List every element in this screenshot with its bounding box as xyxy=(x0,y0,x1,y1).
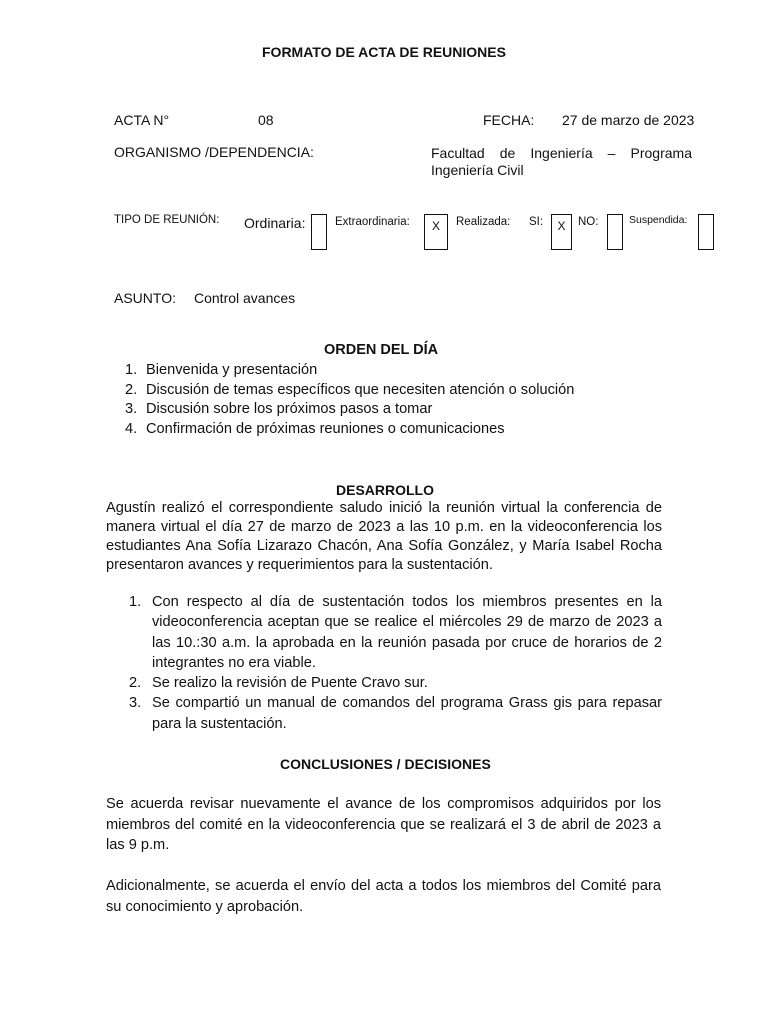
orden-del-dia-heading: ORDEN DEL DÍA xyxy=(324,342,439,358)
realizada-label: Realizada: xyxy=(456,216,511,228)
list-item-line: videoconferencia aceptan que se realice el miércoles 29 de marzo de 2023 a xyxy=(152,614,662,631)
list-item xyxy=(107,673,662,693)
list-item-text: Discusión sobre los próximos pasos a tomar xyxy=(146,401,433,417)
paragraph-line: estudiantes Ana Sofía Lizarazo Chacón, Ana Sofía González, y María Isabel Rocha xyxy=(106,538,662,554)
list-item xyxy=(113,400,574,420)
acta-number: 08 xyxy=(258,112,274,128)
extraordinaria-label: Extraordinaria: xyxy=(335,216,410,228)
asunto-value: Control avances xyxy=(194,290,296,306)
si-mark: X xyxy=(557,219,566,233)
asunto-label: ASUNTO: xyxy=(114,290,176,306)
document-title: FORMATO DE ACTA DE REUNIONES xyxy=(262,44,506,60)
ordinaria-label: Ordinaria: xyxy=(244,215,306,231)
list-item xyxy=(107,693,662,734)
no-label: NO: xyxy=(578,216,599,228)
list-item-number: 3. xyxy=(125,401,138,417)
acta-label: ACTA N° xyxy=(114,112,170,128)
conclusiones-paragraph-2 xyxy=(106,876,661,917)
si-label: SI: xyxy=(529,216,544,228)
list-item-line: integrantes no era viable. xyxy=(152,654,316,671)
paragraph-line: Adicionalmente, se acuerda el envío del acta a todos los miembros del Comité para xyxy=(106,878,661,894)
si-checkbox xyxy=(551,214,572,250)
desarrollo-list xyxy=(107,592,662,734)
list-item-number: 1. xyxy=(129,594,142,610)
suspendida-label: Suspendida: xyxy=(629,214,688,226)
paragraph-line: manera virtual el día 27 de marzo de 2023 a las 10 p.m. en la videoconferencia los xyxy=(106,519,662,535)
fecha-value: 27 de marzo de 2023 xyxy=(562,112,695,128)
conclusiones-heading: CONCLUSIONES / DECISIONES xyxy=(280,756,491,772)
paragraph-line: Agustín realizó el correspondiente saludo inició la reunión virtual la conferencia de xyxy=(106,500,662,516)
list-item-number: 2. xyxy=(129,675,142,692)
list-item xyxy=(113,381,574,401)
list-item-line: Se compartió un manual de comandos del programa Grass gis para repasar xyxy=(152,695,662,712)
no-checkbox xyxy=(607,214,623,250)
extraordinaria-mark: X xyxy=(431,219,440,233)
conclusiones-paragraph-1 xyxy=(106,794,661,856)
desarrollo-heading: DESARROLLO xyxy=(336,482,434,498)
organismo-value-line1: Facultad de Ingeniería – Programa xyxy=(431,145,692,161)
list-item-text: Discusión de temas específicos que necesiten atención o solución xyxy=(146,381,575,398)
desarrollo-intro xyxy=(106,499,662,575)
extraordinaria-checkbox xyxy=(424,214,448,250)
list-item-line: las 10.:30 a.m. la aprobada en la reunión pasada por cruce de horarios de 2 xyxy=(152,634,662,651)
list-item-line: Con respecto al día de sustentación todos los miembros presentes en la xyxy=(152,594,662,610)
ordinaria-checkbox xyxy=(311,214,327,250)
list-item-number: 2. xyxy=(125,381,138,398)
list-item-line: Se realizo la revisión de Puente Cravo sur. xyxy=(152,675,428,692)
list-item-text: Confirmación de próximas reuniones o comunicaciones xyxy=(146,420,505,437)
organismo-value-line2: Ingeniería Civil xyxy=(431,162,524,178)
list-item xyxy=(107,592,662,673)
list-item-line: para la sustentación. xyxy=(152,715,287,732)
fecha-label: FECHA: xyxy=(483,112,535,128)
list-item xyxy=(113,420,574,440)
list-item-number: 3. xyxy=(129,695,142,712)
list-item-number: 1. xyxy=(125,362,138,378)
list-item xyxy=(113,361,574,381)
tipo-reunion-label: TIPO DE REUNIÓN: xyxy=(114,214,220,226)
paragraph-line: las 9 p.m. xyxy=(106,837,170,853)
agenda-list xyxy=(113,361,574,439)
organismo-label: ORGANISMO /DEPENDENCIA: xyxy=(114,144,314,160)
paragraph-line: presentaron avances y requerimientos para la sustentación. xyxy=(106,557,493,573)
list-item-number: 4. xyxy=(125,420,138,437)
paragraph-line: Se acuerda revisar nuevamente el avance de los compromisos adquiridos por los xyxy=(106,796,661,812)
suspendida-checkbox xyxy=(698,214,714,250)
paragraph-line: su conocimiento y aprobación. xyxy=(106,898,304,915)
list-item-text: Bienvenida y presentación xyxy=(146,362,318,378)
paragraph-line: miembros del comité en la videoconferencia que se realizará el 3 de abril de 2023 a xyxy=(106,816,661,833)
